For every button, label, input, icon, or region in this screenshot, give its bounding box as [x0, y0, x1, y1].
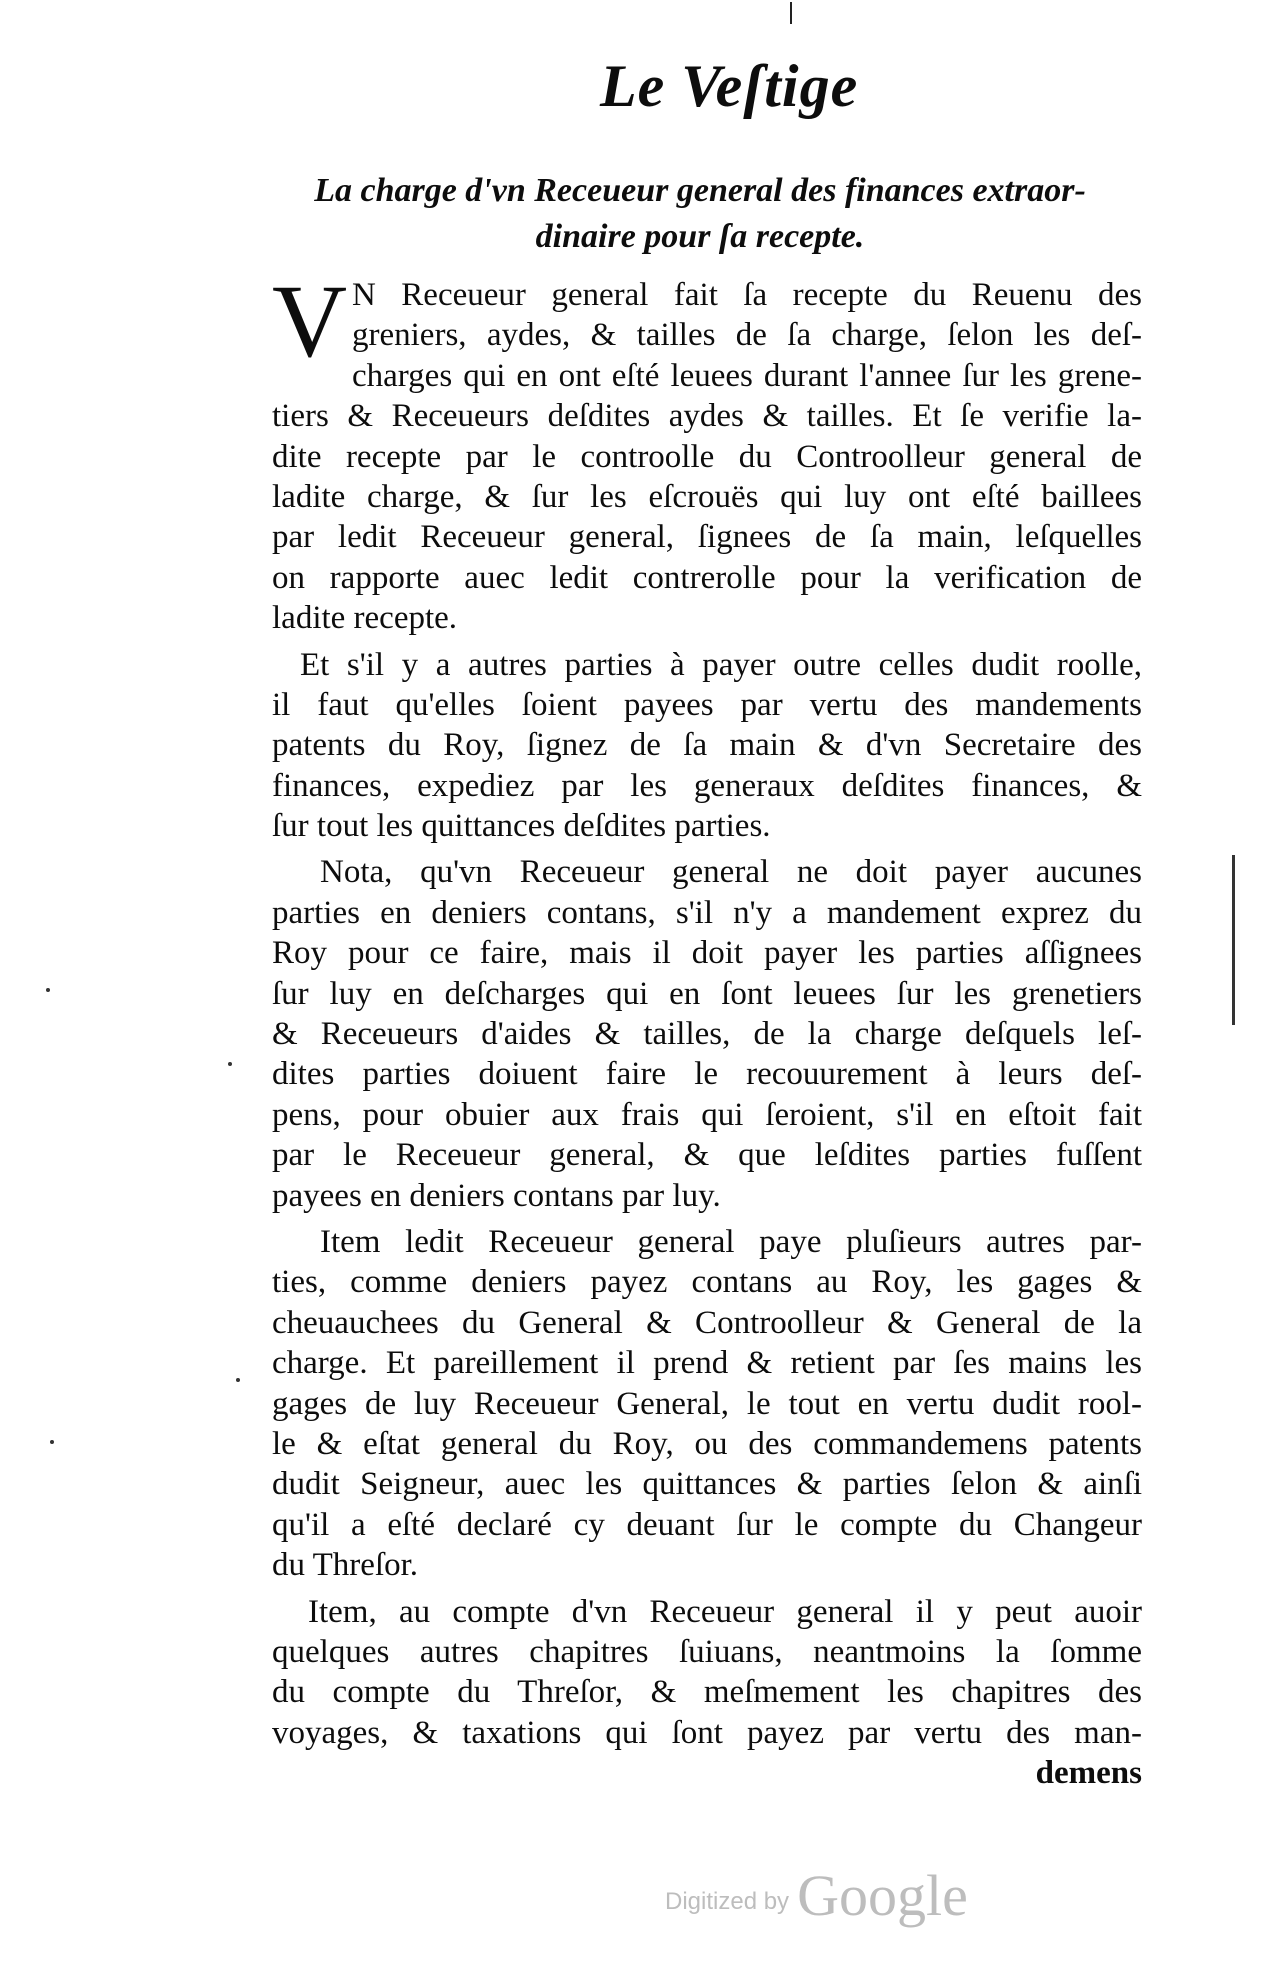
text-line: on rapporte auec ledit contrerolle pour la verification de — [272, 559, 1142, 596]
margin-rule — [1232, 855, 1235, 1025]
heading-line-2: dinaire pour ſa recepte. — [535, 218, 865, 255]
text-line: greniers, aydes, & tailles de ſa charge, ſelon les deſ- — [352, 317, 1142, 354]
heading-line-1: La charge d'vn Receueur general des finances extraor- — [314, 172, 1086, 209]
paragraph-2 — [272, 645, 1142, 847]
paragraph-1 — [272, 264, 1142, 639]
text-line: charge. Et pareillement il prend & retient par ſes mains les — [272, 1345, 1142, 1382]
text-line: quelques autres chapitres ſuiuans, neantmoins la ſomme — [272, 1633, 1142, 1670]
text-line: Item ledit Receueur general paye pluſieurs autres par- — [320, 1223, 1142, 1260]
text-line: payees en deniers contans par luy. — [272, 1177, 721, 1214]
text-line: qu'il a eſté declaré cy deuant ſur le compte du Changeur — [272, 1506, 1142, 1543]
margin-speck — [236, 1378, 240, 1382]
digitized-watermark — [665, 1862, 968, 1929]
text-line: & Receueurs d'aides & tailles, de la charge deſquels leſ- — [272, 1016, 1142, 1053]
text-line: dudit Seigneur, auec les quittances & parties ſelon & ainſi — [272, 1466, 1142, 1503]
text-line: par ledit Receueur general, ſignees de ſa main, leſquelles — [272, 519, 1142, 556]
text-line: N Receueur general fait ſa recepte du Reuenu des — [352, 277, 1142, 313]
text-line: Roy pour ce faire, mais il doit payer les parties aſſignees — [272, 935, 1142, 972]
text-line: finances, expediez par les generaux deſdites finances, & — [272, 767, 1142, 804]
text-line: Et s'il y a autres parties à payer outre celles dudit roolle, — [300, 646, 1142, 683]
text-line: ties, comme deniers payez contans au Roy, les gages & — [272, 1264, 1142, 1301]
text-line: Nota, qu'vn Receueur general ne doit payer aucunes — [320, 854, 1142, 891]
text-line: ladite recepte. — [272, 600, 458, 637]
text-line: parties en deniers contans, s'il n'y a mandement exprez du — [272, 894, 1142, 931]
text-line: par le Receueur general, & que leſdites parties fuſſent — [272, 1137, 1142, 1174]
text-line: pens, pour obuier aux frais qui ſeroient, s'il en eſtoit fait — [272, 1096, 1142, 1133]
drop-cap: V — [272, 264, 348, 379]
google-logo: Google — [797, 1863, 968, 1928]
paragraph-3 — [272, 852, 1142, 1216]
running-title: Le Veſtige — [600, 53, 859, 119]
text-line: voyages, & taxations qui ſont payez par vertu des man- — [272, 1714, 1142, 1751]
body-text — [272, 264, 1142, 1793]
paragraph-4 — [272, 1222, 1142, 1586]
text-line: du compte du Threſor, & meſmement les chapitres des — [272, 1674, 1142, 1711]
text-line: le & eſtat general du Roy, ou des commandemens patents — [272, 1425, 1142, 1462]
section-heading — [280, 168, 1120, 260]
text-line: ſur tout les quittances deſdites parties. — [272, 808, 771, 845]
top-edge-mark — [790, 2, 792, 24]
text-line: charges qui en ont eſté leuees durant l'annee ſur les grene- — [352, 357, 1142, 394]
catchword: demens — [1035, 1755, 1142, 1792]
margin-speck — [46, 988, 50, 992]
text-line: ladite charge, & ſur les eſcrouës qui luy ont eſté baillees — [272, 478, 1142, 515]
text-line: dites parties doiuent faire le recouurement à leurs deſ- — [272, 1056, 1142, 1093]
watermark-prefix: Digitized by — [665, 1888, 790, 1915]
text-line: cheuauchees du General & Controolleur & General de la — [272, 1304, 1142, 1341]
text-line: ſur luy en deſcharges qui en ſont leuees ſur les grenetiers — [272, 975, 1142, 1012]
text-line: du Threſor. — [272, 1547, 419, 1584]
margin-speck — [50, 1440, 54, 1444]
text-line: gages de luy Receueur General, le tout en vertu dudit rool- — [272, 1385, 1142, 1422]
text-line: patents du Roy, ſignez de ſa main & d'vn Secretaire des — [272, 727, 1142, 764]
text-line: Item, au compte d'vn Receueur general il y peut auoir — [308, 1593, 1142, 1630]
paragraph-5 — [272, 1592, 1142, 1754]
text-line: tiers & Receueurs deſdites aydes & tailles. Et ſe verifie la- — [272, 398, 1142, 435]
margin-speck — [228, 1062, 232, 1066]
text-line: il faut qu'elles ſoient payees par vertu des mandements — [272, 686, 1142, 723]
text-line: dite recepte par le controolle du Controolleur general de — [272, 438, 1142, 475]
